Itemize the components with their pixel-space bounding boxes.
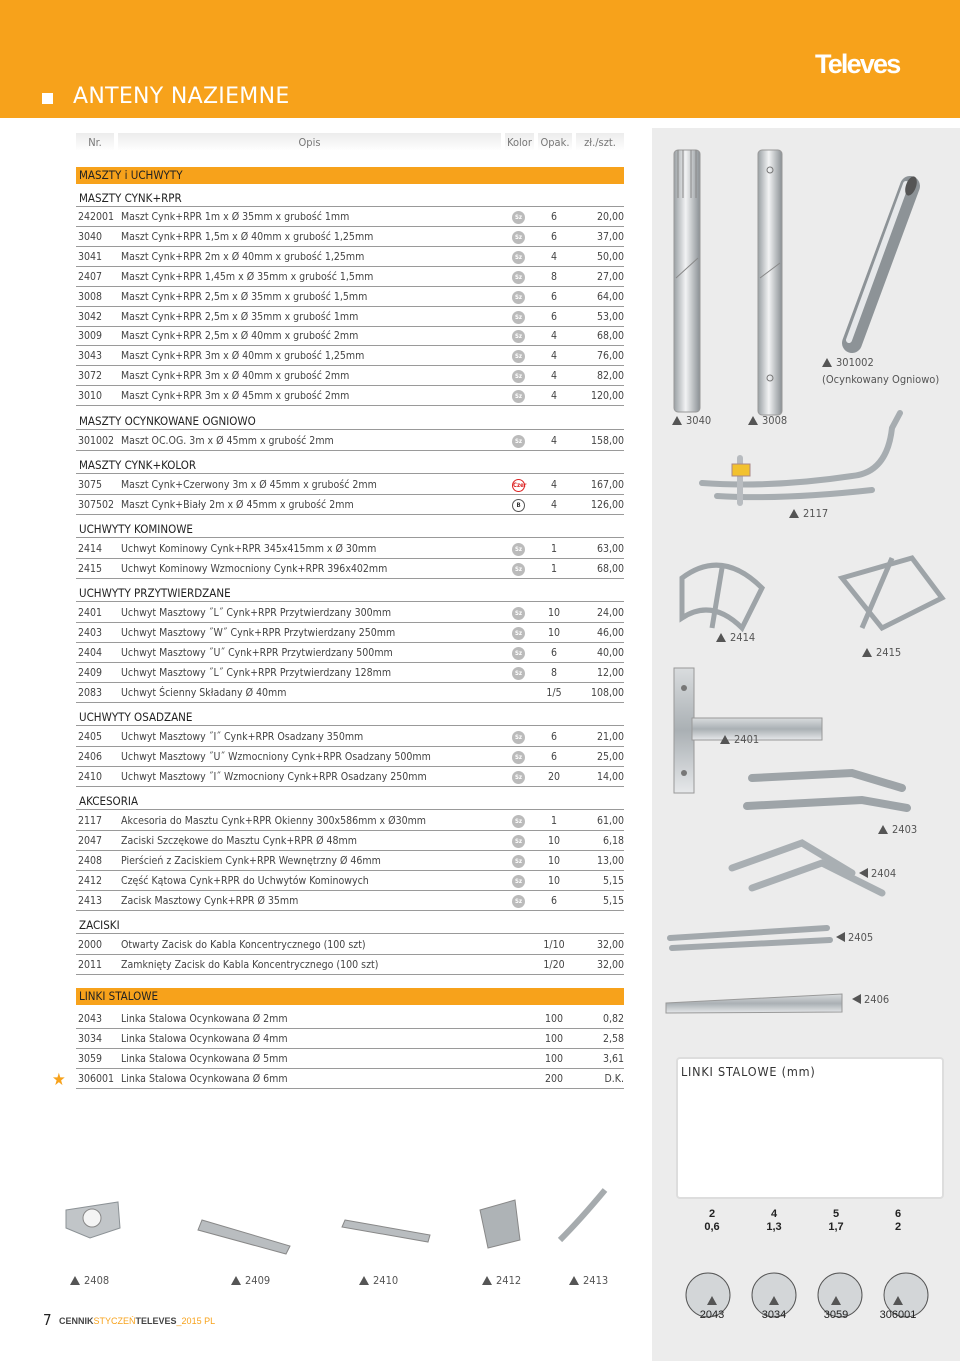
unit-price: 14,00 <box>596 770 624 783</box>
product-number: 2406 <box>78 750 103 763</box>
table-row <box>76 347 624 366</box>
package-qty: 1 <box>550 562 557 575</box>
product-description: Uchwyt Masztowy ˝L˝ Cynk+RPR Przytwierdzany 300mm <box>121 607 392 619</box>
color-badge: Sz <box>512 370 525 383</box>
wire-strand-count: 6 <box>894 1208 902 1220</box>
section-osadzane: UCHWYTY OSADZANE <box>76 710 624 726</box>
unit-price: 32,00 <box>596 958 624 971</box>
unit-price: 108,00 <box>590 686 624 699</box>
part-2408-image <box>66 1202 120 1238</box>
part-2409-image <box>198 1220 290 1254</box>
triangle-icon <box>769 1296 779 1305</box>
package-qty: 100 <box>544 1013 564 1025</box>
wire-code: 3059 <box>823 1309 849 1321</box>
triangle-icon <box>231 1276 241 1285</box>
part-2410-image <box>342 1220 430 1242</box>
color-badge: Sz <box>512 350 525 363</box>
unit-price: 53,00 <box>596 310 624 323</box>
label-3040: 3040 <box>672 414 711 427</box>
table-row <box>76 768 624 787</box>
wire-code: 306001 <box>879 1309 917 1321</box>
product-description: Zamknięty Zacisk do Kabla Koncentrycznego (100 szt) <box>121 958 379 971</box>
product-number: 2407 <box>78 270 103 283</box>
color-badge: Sz <box>512 815 525 828</box>
new-star-icon: ★ <box>52 1070 66 1090</box>
triangle-icon <box>748 416 758 425</box>
product-description: Uchwyt Masztowy ˝W˝ Cynk+RPR Przytwierdzany 250mm <box>121 626 396 639</box>
table-row <box>76 664 624 683</box>
unit-price: 12,00 <box>596 666 624 679</box>
unit-price: 68,00 <box>596 330 624 343</box>
section-akcesoria: AKCESORIA <box>76 794 624 810</box>
table-row <box>76 684 624 703</box>
product-description: Zaciski Szczękowe do Masztu Cynk+RPR Ø 48mm <box>121 834 357 847</box>
package-qty: 6 <box>550 230 557 243</box>
product-description: Maszt Cynk+RPR 1m x Ø 35mm x grubość 1mm <box>121 211 350 223</box>
product-number: 2405 <box>78 731 103 743</box>
color-badge: Sz <box>512 311 525 324</box>
package-qty: 6 <box>550 310 557 323</box>
unit-price: 5,15 <box>602 874 624 887</box>
label-2405: 2405 <box>836 931 873 944</box>
unit-price: D.K. <box>604 1072 624 1085</box>
unit-price: 20,00 <box>596 211 624 223</box>
product-number: 242001 <box>78 211 115 223</box>
unit-price: 76,00 <box>596 350 624 363</box>
label-2117: 2117 <box>789 507 828 520</box>
section-linki: LINKI STALOWE <box>76 988 624 1005</box>
mast-301002-image <box>849 175 919 343</box>
product-number: 3075 <box>78 479 103 491</box>
package-qty: 1 <box>550 815 557 827</box>
label-301002-note: (Ocynkowany Ogniowo) <box>822 373 940 386</box>
color-badge: Sz <box>512 607 525 620</box>
color-badge: Sz <box>512 627 525 640</box>
product-number: 3042 <box>78 310 103 323</box>
product-description: Maszt Cynk+RPR 2,5m x Ø 35mm x grubość 1,5mm <box>121 290 368 303</box>
product-number: 3010 <box>78 390 103 403</box>
triangle-icon <box>862 648 872 657</box>
triangle-icon <box>716 633 726 642</box>
product-description: Maszt OC.OG. 3m x Ø 45mm x grubość 2mm <box>121 435 334 447</box>
unit-price: 6,18 <box>602 834 624 847</box>
product-description: Maszt Cynk+RPR 1,45m x Ø 35mm x grubość 1,5mm <box>121 270 374 283</box>
package-qty: 6 <box>550 646 557 659</box>
table-row <box>76 367 624 386</box>
color-badge: Sz <box>512 251 525 264</box>
triangle-icon <box>831 1296 841 1305</box>
product-number: 3034 <box>78 1032 103 1045</box>
triangle-icon <box>672 416 682 425</box>
product-description: Część Kątowa Cynk+RPR do Uchwytów Kominowych <box>121 874 369 887</box>
triangle-icon <box>482 1276 492 1285</box>
wire-strand-count: 2 <box>708 1208 716 1220</box>
label-2409: 2409 <box>231 1274 270 1287</box>
unit-price: 24,00 <box>596 607 624 619</box>
package-qty: 4 <box>550 479 557 491</box>
package-qty: 4 <box>550 370 557 383</box>
table-row <box>76 560 624 579</box>
product-description: Uchwyt Masztowy ˝U˝ Cynk+RPR Przytwierdzany 500mm <box>121 646 393 659</box>
product-description: Zacisk Masztowy Cynk+RPR Ø 35mm <box>121 894 299 907</box>
wire-strand-count: 4 <box>770 1208 778 1220</box>
package-qty: 8 <box>550 270 557 283</box>
table-row <box>76 308 624 327</box>
brand-logo: Televes <box>815 49 900 79</box>
table-row <box>76 1010 624 1029</box>
unit-price: 64,00 <box>596 290 624 303</box>
package-qty: 4 <box>550 390 557 403</box>
triangle-icon <box>359 1276 369 1285</box>
table-row <box>76 832 624 851</box>
package-qty: 100 <box>544 1052 564 1065</box>
triangle-icon <box>893 1296 903 1305</box>
product-description: Uchwyt Ścienny Składany Ø 40mm <box>121 686 287 699</box>
product-number: 301002 <box>78 435 115 447</box>
unit-price: 25,00 <box>596 750 624 763</box>
product-number: 3041 <box>78 250 103 263</box>
product-number: 2414 <box>78 543 103 555</box>
color-badge: Sz <box>512 563 525 576</box>
wire-diameter: 0,6 <box>704 1221 720 1233</box>
package-qty: 1/10 <box>543 939 565 951</box>
product-description: Uchwyt Kominowy Cynk+RPR 345x415mm x Ø 30mm <box>121 543 377 555</box>
table-row <box>76 208 624 227</box>
unit-price: 158,00 <box>590 435 624 447</box>
unit-price: 5,15 <box>602 894 624 907</box>
product-number: 3040 <box>78 230 103 243</box>
triangle-icon <box>720 735 730 744</box>
product-number: 2000 <box>78 939 103 951</box>
table-row <box>76 644 624 663</box>
label-2410: 2410 <box>359 1274 398 1287</box>
color-badge: Sz <box>512 667 525 680</box>
product-description: Uchwyt Kominowy Wzmocniony Cynk+RPR 396x402mm <box>121 562 388 575</box>
bracket-2406-image <box>666 994 842 1013</box>
wire-diameter: 1,7 <box>828 1221 844 1233</box>
section-kominowe: UCHWYTY KOMINOWE <box>76 522 624 538</box>
part-2413-image <box>560 1190 605 1240</box>
package-qty: 10 <box>547 854 561 867</box>
wire-diameter: 2 <box>894 1221 902 1233</box>
unit-price: 21,00 <box>596 731 624 743</box>
section-cynk-kolor: MASZTY CYNK+KOLOR <box>76 458 624 474</box>
triangle-icon <box>70 1276 80 1285</box>
package-qty: 4 <box>550 498 557 511</box>
col-nr: Nr. <box>76 133 114 151</box>
triangle-left-icon <box>859 868 868 878</box>
table-row <box>76 624 624 643</box>
triangle-icon <box>569 1276 579 1285</box>
product-description: Otwarty Zacisk do Kabla Koncentrycznego (100 szt) <box>121 939 366 951</box>
table-row <box>76 604 624 623</box>
package-qty: 6 <box>550 211 557 223</box>
section-zaciski: ZACISKI <box>76 918 624 934</box>
package-qty: 10 <box>547 874 561 887</box>
color-badge: Sz <box>512 271 525 284</box>
wire-code: 2043 <box>699 1309 725 1321</box>
triangle-icon <box>789 509 799 518</box>
chimney-2414-image <box>682 565 762 628</box>
package-qty: 10 <box>547 607 561 619</box>
color-badge: Sz <box>512 771 525 784</box>
product-number: 2404 <box>78 646 103 659</box>
color-badge: Sz <box>512 855 525 868</box>
unit-price: 3,61 <box>602 1052 624 1065</box>
table-row <box>76 1070 624 1089</box>
color-badge: Czer <box>512 479 525 492</box>
color-badge: Sz <box>512 751 525 764</box>
page-title: ANTENY NAZIEMNE <box>73 84 290 109</box>
unit-price: 0,82 <box>602 1013 624 1025</box>
product-description: Uchwyt Masztowy ˝I˝ Wzmocniony Cynk+RPR Osadzany 250mm <box>121 770 427 783</box>
unit-price: 13,00 <box>596 854 624 867</box>
table-row <box>76 936 624 955</box>
unit-price: 82,00 <box>596 370 624 383</box>
product-description: Uchwyt Masztowy ˝I˝ Cynk+RPR Osadzany 350mm <box>121 731 364 743</box>
table-row <box>76 852 624 871</box>
label-2408: 2408 <box>70 1274 109 1287</box>
unit-price: 46,00 <box>596 626 624 639</box>
triangle-icon <box>878 825 888 834</box>
product-number: 3059 <box>78 1052 103 1065</box>
product-number: 306001 <box>78 1072 115 1085</box>
product-number: 2403 <box>78 626 103 639</box>
col-kolor: Kolor <box>505 133 534 151</box>
color-badge: Sz <box>512 231 525 244</box>
table-row <box>76 892 624 911</box>
part-2412-image <box>480 1200 520 1248</box>
section-cynk-rpr: MASZTY CYNK+RPR <box>76 191 624 207</box>
table-row <box>76 387 624 406</box>
product-description: Maszt Cynk+RPR 2m x Ø 40mm x grubość 1,25mm <box>121 250 365 263</box>
package-qty: 10 <box>547 626 561 639</box>
unit-price: 50,00 <box>596 250 624 263</box>
product-description: Uchwyt Masztowy ˝U˝ Wzmocniony Cynk+RPR Osadzany 500mm <box>121 750 431 763</box>
color-badge: Sz <box>512 330 525 343</box>
chimney-2415-image <box>842 558 942 628</box>
table-row <box>76 728 624 747</box>
product-number: 2408 <box>78 854 103 867</box>
table-row <box>76 228 624 247</box>
product-description: Pierścień z Zaciskiem Cynk+RPR Wewnętrzny Ø 46mm <box>121 854 381 867</box>
color-badge: Sz <box>512 875 525 888</box>
product-description: Linka Stalowa Ocynkowana Ø 5mm <box>121 1052 288 1065</box>
unit-price: 40,00 <box>596 646 624 659</box>
wire-box-title: LINKI STALOWE (mm) <box>681 1064 816 1079</box>
unit-price: 68,00 <box>596 562 624 575</box>
triangle-icon <box>822 358 832 367</box>
unit-price: 126,00 <box>590 498 624 511</box>
unit-price: 27,00 <box>596 270 624 283</box>
table-row <box>76 540 624 559</box>
product-description: Maszt Cynk+RPR 3m x Ø 40mm x grubość 2mm <box>121 370 350 383</box>
product-description: Maszt Cynk+RPR 3m x Ø 45mm x grubość 2mm <box>121 390 350 403</box>
package-qty: 4 <box>550 435 557 447</box>
table-row <box>76 1050 624 1069</box>
section-przytwierdzane: UCHWYTY PRZYTWIERDZANE <box>76 586 624 602</box>
table-row <box>76 268 624 287</box>
product-description: Uchwyt Masztowy ˝L˝ Cynk+RPR Przytwierdzany 128mm <box>121 666 392 679</box>
color-badge: Sz <box>512 895 525 908</box>
product-description: Maszt Cynk+RPR 3m x Ø 40mm x grubość 1,25mm <box>121 350 365 363</box>
section-maszty-uchwyty: MASZTY i UCHWYTY <box>76 167 624 184</box>
unit-price: 167,00 <box>590 479 624 491</box>
unit-price: 2,58 <box>602 1032 624 1045</box>
color-badge: Sz <box>512 647 525 660</box>
package-qty: 1/5 <box>546 686 562 699</box>
color-badge: Sz <box>512 543 525 556</box>
package-qty: 6 <box>550 894 557 907</box>
product-number: 2409 <box>78 666 103 679</box>
table-row <box>76 288 624 307</box>
bracket-2403-image <box>747 773 907 808</box>
package-qty: 4 <box>550 250 557 263</box>
product-description: Maszt Cynk+RPR 1,5m x Ø 40mm x grubość 1,25mm <box>121 230 374 243</box>
product-description: Akcesoria do Masztu Cynk+RPR Okienny 300x586mm x Ø30mm <box>121 815 426 827</box>
triangle-icon <box>707 1296 717 1305</box>
wire-code: 3034 <box>761 1309 787 1321</box>
color-badge: Sz <box>512 390 525 403</box>
section-ocynkowane: MASZTY OCYNKOWANE OGNIOWO <box>76 414 624 430</box>
unit-price: 120,00 <box>590 390 624 403</box>
package-qty: 200 <box>544 1072 564 1085</box>
product-description: Maszt Cynk+Czerwony 3m x Ø 45mm x grubość 2mm <box>121 479 377 491</box>
unit-price: 32,00 <box>596 939 624 951</box>
color-badge: B <box>512 499 525 512</box>
table-row <box>76 496 624 515</box>
color-badge: Sz <box>512 435 525 448</box>
col-opis: Opis <box>118 133 501 151</box>
product-number: 3043 <box>78 350 103 363</box>
mast-3008-image <box>758 150 782 415</box>
package-qty: 20 <box>547 770 561 783</box>
label-2406: 2406 <box>852 993 889 1006</box>
package-qty: 6 <box>550 750 557 763</box>
unit-price: 37,00 <box>596 230 624 243</box>
product-description: Maszt Cynk+RPR 2,5m x Ø 40mm x grubość 2mm <box>121 330 359 343</box>
table-row <box>76 432 624 451</box>
bracket-2117-image <box>702 413 900 503</box>
table-row <box>76 476 624 495</box>
label-2415: 2415 <box>862 646 901 659</box>
table-row <box>76 1030 624 1049</box>
product-number: 2047 <box>78 834 103 847</box>
package-qty: 10 <box>547 834 561 847</box>
product-number: 2043 <box>78 1013 103 1025</box>
unit-price: 61,00 <box>596 815 624 827</box>
product-number: 2117 <box>78 815 103 827</box>
product-description: Maszt Cynk+RPR 2,5m x Ø 35mm x grubość 1mm <box>121 310 359 323</box>
package-qty: 4 <box>550 330 557 343</box>
product-number: 2083 <box>78 686 103 699</box>
label-2404: 2404 <box>859 867 896 880</box>
package-qty: 1/20 <box>543 958 565 971</box>
table-row <box>76 956 624 975</box>
title-bullet <box>42 93 53 104</box>
package-qty: 1 <box>550 543 557 555</box>
color-badge: Sz <box>512 835 525 848</box>
label-2401: 2401 <box>720 733 759 746</box>
product-description: Maszt Cynk+Biały 2m x Ø 45mm x grubość 2mm <box>121 498 354 511</box>
footer-text: CENNIKSTYCZEŃTELEVES_2015 PL <box>59 1316 216 1326</box>
label-2413: 2413 <box>569 1274 608 1287</box>
product-description: Linka Stalowa Ocynkowana Ø 4mm <box>121 1032 288 1045</box>
product-number: 3008 <box>78 290 103 303</box>
product-number: 3072 <box>78 370 103 383</box>
package-qty: 6 <box>550 290 557 303</box>
package-qty: 6 <box>550 731 557 743</box>
label-2403: 2403 <box>878 823 917 836</box>
product-number: 307502 <box>78 498 115 511</box>
col-opak: Opak. <box>538 133 572 151</box>
table-row <box>76 248 624 267</box>
mast-3040-image <box>674 150 700 412</box>
bracket-2117-clamp <box>732 464 750 476</box>
product-number: 2412 <box>78 874 103 887</box>
package-qty: 4 <box>550 350 557 363</box>
package-qty: 8 <box>550 666 557 679</box>
wire-diameter: 1,3 <box>766 1221 782 1233</box>
color-badge: Sz <box>512 211 525 224</box>
label-301002: 301002 <box>822 356 874 369</box>
triangle-left-icon <box>836 932 845 942</box>
color-badge: Sz <box>512 731 525 744</box>
product-number: 3009 <box>78 330 103 343</box>
bracket-2405-image <box>670 928 830 948</box>
product-number: 2413 <box>78 894 103 907</box>
package-qty: 100 <box>544 1032 564 1045</box>
table-row <box>76 872 624 891</box>
triangle-left-icon <box>852 994 861 1004</box>
label-2414: 2414 <box>716 631 755 644</box>
table-row <box>76 327 624 346</box>
color-badge: Sz <box>512 291 525 304</box>
product-description: Linka Stalowa Ocynkowana Ø 6mm <box>121 1072 288 1085</box>
label-3008: 3008 <box>748 414 787 427</box>
product-number: 2401 <box>78 607 103 619</box>
table-row <box>76 748 624 767</box>
table-row <box>76 812 624 831</box>
product-number: 2415 <box>78 562 103 575</box>
col-price: zł./szt. <box>576 133 624 151</box>
small-parts-illustrations <box>60 1180 640 1280</box>
product-description: Linka Stalowa Ocynkowana Ø 2mm <box>121 1013 288 1025</box>
wire-strand-count: 5 <box>832 1208 840 1220</box>
product-number: 2410 <box>78 770 103 783</box>
product-number: 2011 <box>78 958 103 971</box>
page-number: 7 <box>43 1311 52 1329</box>
unit-price: 63,00 <box>596 543 624 555</box>
label-2412: 2412 <box>482 1274 521 1287</box>
